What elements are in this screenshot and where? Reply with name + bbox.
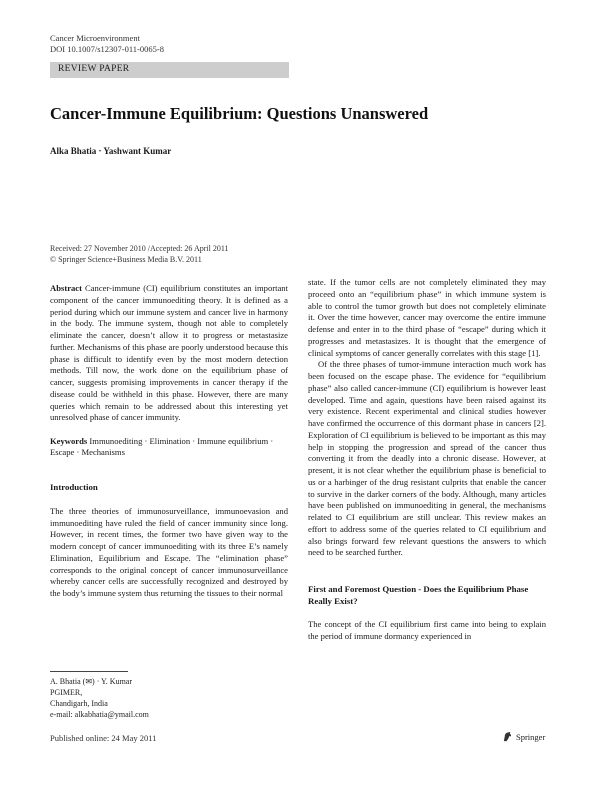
authors: Alka Bhatia · Yashwant Kumar bbox=[50, 146, 172, 156]
copyright: © Springer Science+Business Media B.V. 2011 bbox=[50, 255, 202, 264]
affiliation-names: A. Bhatia (✉) · Y. Kumar bbox=[50, 677, 133, 686]
journal-name: Cancer Microenvironment bbox=[50, 33, 140, 43]
right-paragraph-1: state. If the tumor cells are not completely eliminated they may proceed onto an “equilibrium phase” in which immune system is able to control the tumor growth but does not completely eliminate it. Over the time however, cancer may overcome the entire immune defense and enter in to the third phase of “escape” during which it progresses and metastasizes. It is thought that the emergence of clinical symptoms of cancer generally correlates with this stage [1]. bbox=[308, 277, 546, 358]
intro-heading: Introduction bbox=[50, 482, 98, 492]
keywords bbox=[50, 436, 288, 460]
footnote-rule bbox=[50, 671, 128, 672]
right-paragraph-3: The concept of the CI equilibrium first came into being to explain the period of immune dormancy experienced in bbox=[308, 619, 546, 641]
journal-header bbox=[50, 33, 164, 55]
article-type: REVIEW PAPER bbox=[58, 64, 130, 74]
keywords-label: Keywords bbox=[50, 435, 88, 446]
abstract-label: Abstract bbox=[50, 283, 82, 293]
received-info bbox=[50, 243, 229, 265]
keywords-text: Immunoediting · Elimination · Immune equilibrium · Escape · Mechanisms bbox=[50, 435, 274, 458]
paper-title: Cancer-Immune Equilibrium: Questions Unanswered bbox=[50, 104, 429, 123]
affiliation-email[interactable]: e-mail: alkabhatia@ymail.com bbox=[50, 710, 149, 719]
published-date: Published online: 24 May 2011 bbox=[50, 733, 157, 743]
springer-horse-icon bbox=[502, 731, 513, 742]
affiliation bbox=[50, 676, 149, 720]
abstract bbox=[50, 283, 288, 424]
abstract-text: Cancer-immune (CI) equilibrium constitutes an important component of the cancer immunoediting theory. It is defined as a period during which our immune system and cancer live in harmony in the body. The immune system, though not able to completely eliminate the cancer, doesn’t allow it to progress or metastasize further. Mechanisms of this phase are poorly understood because this phase is difficult to identify even by the most modern detection methods. Till now, the work done on the equilibrium phase of cancer, suggests promising improvements in cancer therapy if the disease could be withheld in this phase. However, there are many queries which remain to be addressed about this interesting yet unresolved phase of cancer immunity. bbox=[50, 283, 288, 423]
doi[interactable]: DOI 10.1007/s12307-011-0065-8 bbox=[50, 44, 164, 54]
left-column bbox=[50, 283, 288, 600]
affiliation-institution: PGIMER, bbox=[50, 688, 83, 697]
affiliation-city: Chandigarh, India bbox=[50, 699, 108, 708]
intro-paragraph: The three theories of immunosurveillance, immunoevasion and immunoediting have ruled the field of cancer immunity since long. However, in recent times, the former two have given way to the modern concept of cancer immunoediting with its three E’s namely Elimination, Equilibrium and Escape. The “elimination phase” corresponds to the original concept of cancer immunosurveillance whereby cancer cells are successfully recognized and destroyed by the body’s immune system thus returning the tissues to their normal bbox=[50, 505, 288, 598]
publisher-logo bbox=[502, 731, 545, 742]
publisher-name: Springer bbox=[516, 731, 546, 742]
right-paragraph-2: Of the three phases of tumor-immune interaction much work has been focused on the escape phase. The evidence for “equilibrium phase” also called cancer-immune (CI) equilibrium is however least developed. Time and again, questions have been raised against its very existence. Recent experimental and clinical studies however have confirmed the occurrence of this dormant phase in cancers [2]. Exploration of CI equilibrium is believed to be important as this may help in stopping the progression and spread of the cancer thus converting it from the deadly into a chronic disease. However, at present, it is not clear whether the equilibrium phase is beneficial to us or a harbinger of the drug resistant culprits that enable the cancer to survive in the darker corners of the body. Although, many articles have been published on immunoediting in general, the mechanisms related to CI equilibrium are still unclear. This review makes an effort to address some of the queries related to CI equilibrium and also brings forward few relevant questions the answers to which need to be searched further. bbox=[308, 359, 546, 558]
section-heading-equilibrium: First and Foremost Question - Does the Equilibrium Phase Really Exist? bbox=[308, 584, 529, 606]
article-type-band bbox=[50, 62, 289, 78]
received-dates: Received: 27 November 2010 /Accepted: 26 April 2011 bbox=[50, 244, 229, 253]
right-column bbox=[308, 277, 546, 643]
